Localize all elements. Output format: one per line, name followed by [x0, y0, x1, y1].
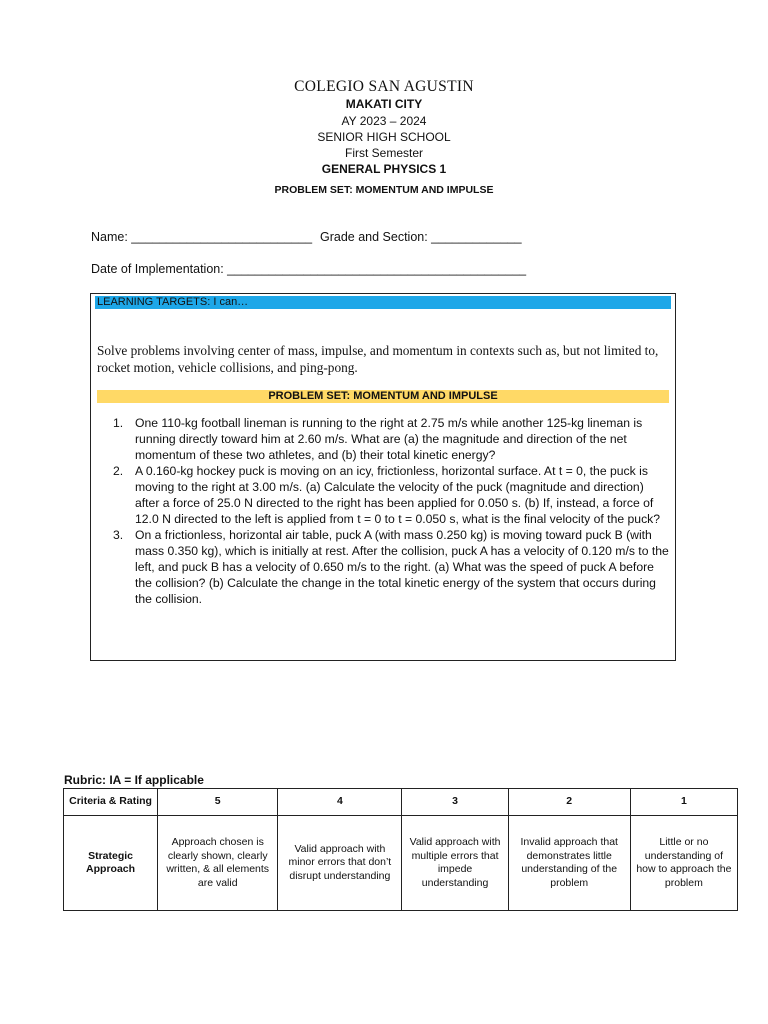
department: SENIOR HIGH SCHOOL	[317, 130, 451, 144]
grade-section-field: Grade and Section: _____________	[320, 230, 522, 244]
rubric-table	[63, 788, 738, 911]
academic-year: AY 2023 – 2024	[341, 114, 427, 128]
learning-targets-label: LEARNING TARGETS: I can…	[95, 296, 671, 309]
rubric-cell: Valid approach with minor errors that don’t disrupt understanding	[278, 816, 402, 911]
list-item	[107, 463, 669, 527]
rubric-cell: Valid approach with multiple errors that impede understanding	[402, 816, 508, 911]
problem-text: One 110-kg football lineman is running to the right at 2.75 m/s while another 125-kg lineman is running directly toward him at 2.60 m/s. What are (a) the magnitude and direction of the net momentum of these two athletes, and (b) their total kinetic energy?	[135, 416, 643, 462]
rubric-cell: Little or no understanding of how to approach the problem	[630, 816, 737, 911]
problem-text: A 0.160-kg hockey puck is moving on an icy, frictionless, horizontal surface. At t = 0, the puck is moving to the right at 3.00 m/s. (a) Calculate the velocity of the puck (magnitude and direction) after a force of 25.0 N directed to the right has been applied for 0.050 s. (b) If, instead, a force of 12.0 N directed to the left is applied from t = 0 to t = 0.050 s, what is the final velocity of the puck?	[135, 464, 661, 526]
problem-set-bar: PROBLEM SET: MOMENTUM AND IMPULSE	[97, 390, 669, 403]
table-row	[64, 816, 738, 911]
subject-title: GENERAL PHYSICS 1	[321, 162, 447, 176]
header-rating-1: 1	[630, 789, 737, 816]
name-field: Name: __________________________	[91, 230, 313, 244]
header-rating-3: 3	[402, 789, 508, 816]
problem-number: 3.	[113, 528, 124, 542]
header-rating-2: 2	[508, 789, 630, 816]
list-item	[107, 527, 669, 607]
header-rating-5: 5	[158, 789, 278, 816]
learning-targets-box	[90, 293, 676, 661]
problem-number: 2.	[113, 464, 124, 478]
problem-number: 1.	[113, 416, 124, 430]
header-criteria: Criteria & Rating	[64, 789, 158, 816]
school-city: MAKATI CITY	[345, 97, 423, 111]
problem-list	[107, 415, 669, 607]
rubric-cell: Invalid approach that demonstrates little understanding of the problem	[508, 816, 630, 911]
school-name: COLEGIO SAN AGUSTIN	[294, 78, 474, 95]
problem-text: On a frictionless, horizontal air table, puck A (with mass 0.250 kg) is moving toward puck B (with mass 0.350 kg), which is initially at rest. After the collision, puck A has a velocity of 0.120 m/s to the left, and puck B has a velocity of 0.650 m/s to the right. (a) What was the speed of puck A before the collision? (b) Calculate the change in the total kinetic energy of the system that occurs during the collision.	[135, 528, 669, 606]
list-item	[107, 415, 669, 463]
table-header-row	[64, 789, 738, 816]
learning-target-text: Solve problems involving center of mass, impulse, and momentum in contexts such as, but not limited to, rocket motion, vehicle collisions, and ping-pong.	[97, 343, 659, 375]
rubric-cell: Approach chosen is clearly shown, clearly written, & all elements are valid	[158, 816, 278, 911]
date-field: Date of Implementation: ___________________________________________	[91, 262, 527, 276]
header-rating-4: 4	[278, 789, 402, 816]
problem-set-title: PROBLEM SET: MOMENTUM AND IMPULSE	[274, 184, 494, 196]
criteria-cell: Strategic Approach	[64, 816, 158, 911]
semester: First Semester	[344, 146, 423, 160]
rubric-label: Rubric: IA = If applicable	[64, 773, 204, 787]
